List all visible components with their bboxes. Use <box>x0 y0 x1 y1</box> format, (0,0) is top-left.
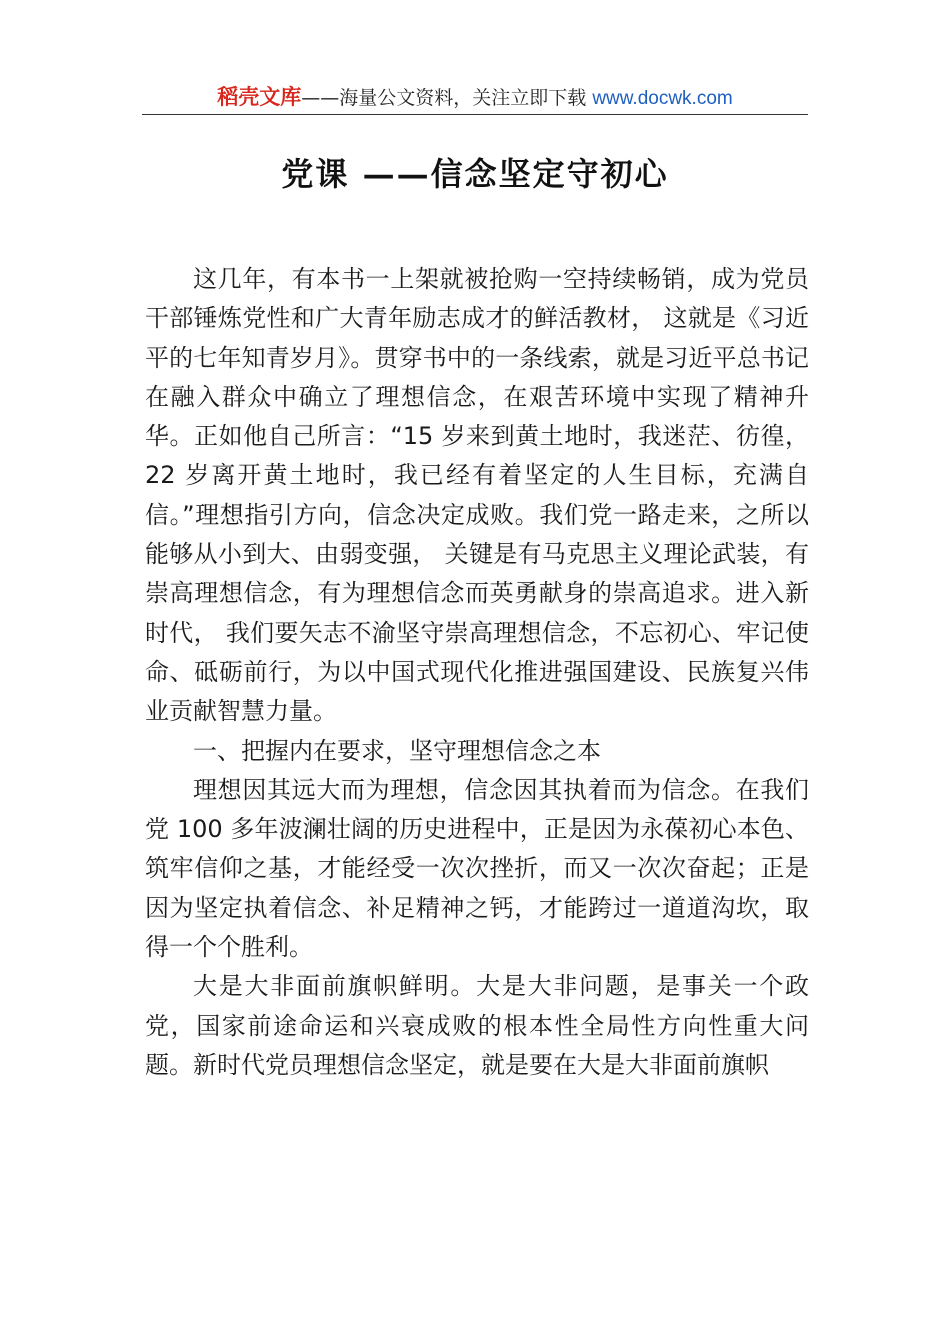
paragraph-intro: 这几年，有本书一上架就被抢购一空持续畅销，成为党员干部锤炼党性和广大青年励志成才的鲜活教材， 这就是《习近平的七年知青岁月》。贯穿书中的一条线索，就是习近平总书记在融入群众中确立了理想信念，在艰苦环境中实现了精神升华。正如他自己所言：“15 岁来到黄土地时，我迷茫、彷徨，22 岁离开黄土地时，我已经有着坚定的人生目标，充满自信。”理想指引方向，信念决定成败。我们党一路走来，之所以能够从小到大、由弱变强， 关键是有马克思主义理论武装，有崇高理想信念，有为理想信念而英勇献身的崇高追求。进入新时代， 我们要矢志不渝坚守崇高理想信念，不忘初心、牢记使命、砥砺前行，为以中国式现代化推进强国建设、民族复兴伟业贡献智慧力量。 <box>145 265 809 726</box>
paragraph-section-1: 理想因其远大而为理想，信念因其执着而为信念。在我们党 100 多年波澜壮阔的历史进程中，正是因为永葆初心本色、筑牢信仰之基，才能经受一次次挫折，而又一次次奋起；正是因为坚定执着信念、补足精神之钙，才能跨过一道道沟坎，取得一个个胜利。 <box>145 775 809 962</box>
site-url-link[interactable]: www.docwk.com <box>592 88 733 109</box>
header-divider <box>142 114 808 115</box>
site-header <box>142 84 808 112</box>
header-tagline: ——海量公文资料，关注立即下载 <box>301 87 587 109</box>
section-heading-1: 一、把握内在要求，坚守理想信念之本 <box>193 736 601 765</box>
paragraph-major-issues: 大是大非面前旗帜鲜明。大是大非问题，是事关一个政党，国家前途命运和兴衰成败的根本性全局性方向性重大问题。新时代党员理想信念坚定，就是要在大是大非面前旗帜 <box>145 972 809 1079</box>
document-body <box>145 260 809 1085</box>
brand-name[interactable]: 稻壳文库 <box>217 85 302 109</box>
document-title: 党课 ——信念坚定守初心 <box>281 155 669 193</box>
